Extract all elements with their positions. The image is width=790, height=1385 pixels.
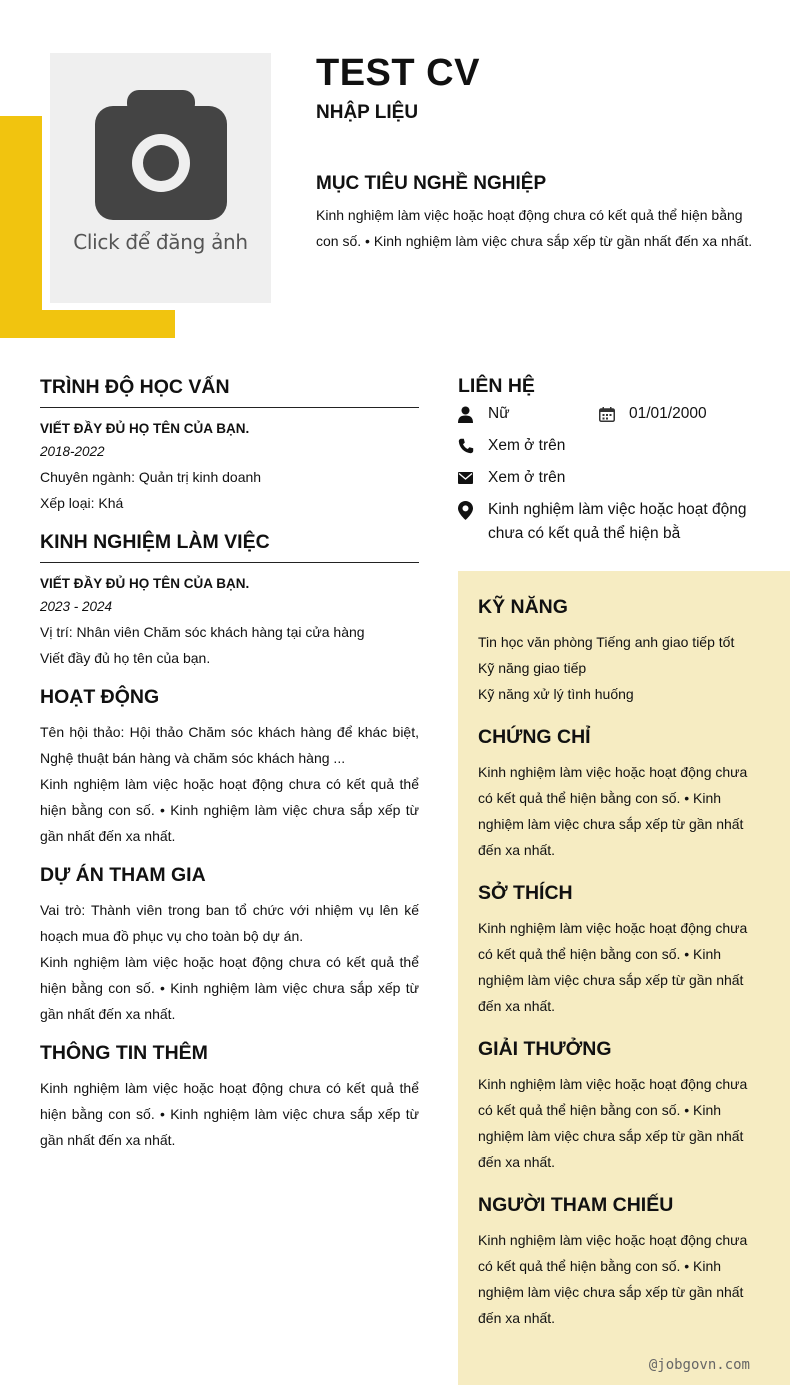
contact-phone[interactable]: Xem ở trên [488, 437, 566, 454]
contact-title: LIÊN HỆ [458, 375, 535, 397]
certificates-text[interactable]: Kinh nghiệm làm việc hoặc hoạt động chưa có kết quả thể hiện bằng con số. • Kinh nghiệm làm việc chưa sắp xếp từ gần nhất đến xa nhất. [478, 764, 748, 858]
contact-address[interactable]: Kinh nghiệm làm việc hoặc hoạt động chưa có kết quả thể hiện bằ [488, 501, 747, 542]
objective-title: MỤC TIÊU NGHỀ NGHIỆP [316, 173, 547, 194]
education-school[interactable]: VIẾT ĐẦY ĐỦ HỌ TÊN CỦA BẠN. [40, 421, 250, 436]
contact-birthday[interactable]: 01/01/2000 [629, 405, 707, 422]
skill-item[interactable]: Kỹ năng giao tiếp [478, 660, 587, 676]
hobbies-text[interactable]: Kinh nghiệm làm việc hoặc hoạt động chưa có kết quả thể hiện bằng con số. • Kinh nghiệm làm việc chưa sắp xếp từ gần nhất đến xa nhất. [478, 920, 748, 1014]
hobbies-title: SỞ THÍCH [478, 882, 573, 904]
activities-title: HOẠT ĐỘNG [40, 686, 160, 708]
skill-item[interactable]: Tin học văn phòng Tiếng anh giao tiếp tốt [478, 634, 735, 650]
calendar-icon [599, 402, 629, 426]
awards-title: GIẢI THƯỞNG [478, 1038, 612, 1060]
objective-text[interactable]: Kinh nghiệm làm việc hoặc hoạt động chưa có kết quả thể hiện bằng con số. • Kinh nghiệm làm việc chưa sắp xếp từ gần nhất đến xa nhất. [316, 207, 753, 249]
experience-position[interactable]: Vị trí: Nhân viên Chăm sóc khách hàng tại cửa hàng [40, 624, 365, 640]
awards-text[interactable]: Kinh nghiệm làm việc hoặc hoạt động chưa có kết quả thể hiện bằng con số. • Kinh nghiệm làm việc chưa sắp xếp từ gần nhất đến xa nhất. [478, 1076, 748, 1170]
left-column [40, 373, 419, 1153]
more-info-title: THÔNG TIN THÊM [40, 1042, 208, 1064]
experience-company[interactable]: VIẾT ĐẦY ĐỦ HỌ TÊN CỦA BẠN. [40, 576, 250, 591]
right-panel [458, 571, 790, 1385]
activities-text-1[interactable]: Tên hội thảo: Hội thảo Chăm sóc khách hàng để khác biệt, Nghệ thuật bán hàng và chăm sóc khách hàng ... [40, 724, 419, 766]
cv-name[interactable]: TEST CV [316, 52, 480, 94]
education-major[interactable]: Chuyên ngành: Quản trị kinh doanh [40, 469, 262, 485]
avatar-upload[interactable] [50, 53, 271, 303]
skills-title: KỸ NĂNG [478, 596, 568, 618]
location-pin-icon [458, 498, 488, 522]
projects-text-1[interactable]: Vai trò: Thành viên trong ban tổ chức với nhiệm vụ lên kế hoạch mua đồ phục vụ cho toàn bộ dự án. [40, 902, 419, 944]
camera-icon [95, 90, 227, 220]
experience-years[interactable]: 2023 - 2024 [40, 599, 113, 614]
education-grade[interactable]: Xếp loại: Khá [40, 495, 124, 511]
email-icon [458, 466, 488, 490]
certificates-title: CHỨNG CHỈ [478, 726, 591, 748]
photo-upload-label: Click để đăng ảnh [73, 230, 248, 254]
contact-section [458, 372, 758, 554]
watermark: @jobgovn.com [648, 1357, 750, 1373]
references-text[interactable]: Kinh nghiệm làm việc hoặc hoạt động chưa có kết quả thể hiện bằng con số. • Kinh nghiệm làm việc chưa sắp xếp từ gần nhất đến xa nhất. [478, 1232, 748, 1326]
person-icon [458, 402, 488, 426]
projects-text-2[interactable]: Kinh nghiệm làm việc hoặc hoạt động chưa có kết quả thể hiện bằng con số. • Kinh nghiệm làm việc chưa sắp xếp từ gần nhất đến xa nhất. [40, 954, 419, 1022]
experience-title: KINH NGHIỆM LÀM VIỆC [40, 528, 419, 563]
experience-detail[interactable]: Viết đầy đủ họ tên của bạn. [40, 650, 211, 666]
accent-bar-horizontal [0, 310, 175, 338]
activities-text-2[interactable]: Kinh nghiệm làm việc hoặc hoạt động chưa có kết quả thể hiện bằng con số. • Kinh nghiệm làm việc chưa sắp xếp từ gần nhất đến xa nhất. [40, 776, 419, 844]
more-info-text[interactable]: Kinh nghiệm làm việc hoặc hoạt động chưa có kết quả thể hiện bằng con số. • Kinh nghiệm làm việc chưa sắp xếp từ gần nhất đến xa nhất. [40, 1080, 419, 1148]
references-title: NGƯỜI THAM CHIẾU [478, 1194, 674, 1216]
phone-icon [458, 434, 488, 458]
education-years[interactable]: 2018-2022 [40, 444, 105, 459]
education-title: TRÌNH ĐỘ HỌC VẤN [40, 373, 419, 408]
cv-subtitle[interactable]: NHẬP LIỆU [316, 102, 419, 123]
accent-bar-vertical [0, 116, 42, 338]
skill-item[interactable]: Kỹ năng xử lý tình huống [478, 686, 634, 702]
projects-title: DỰ ÁN THAM GIA [40, 864, 206, 886]
contact-email[interactable]: Xem ở trên [488, 469, 566, 486]
contact-gender[interactable]: Nữ [488, 405, 510, 422]
